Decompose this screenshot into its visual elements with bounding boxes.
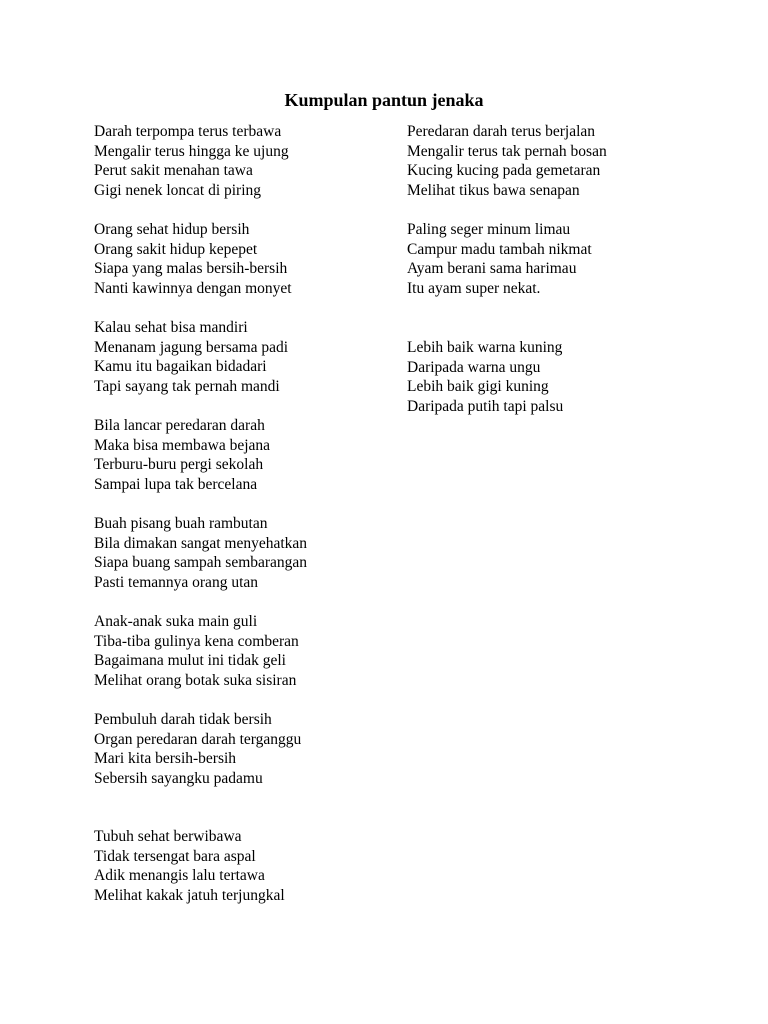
- pantun-line: Pasti temannya orang utan: [94, 573, 258, 591]
- pantun-line: Mengalir terus tak pernah bosan: [407, 142, 607, 160]
- pantun-line: Sampai lupa tak bercelana: [94, 475, 258, 493]
- pantun-stanza-8: [94, 827, 285, 905]
- pantun-line: Mengalir terus hingga ke ujung: [94, 142, 289, 160]
- pantun-line: Campur madu tambah nikmat: [407, 240, 592, 258]
- pantun-line: Orang sakit hidup kepepet: [94, 240, 258, 258]
- pantun-line: Nanti kawinnya dengan monyet: [94, 279, 292, 297]
- pantun-stanza-6: [94, 612, 299, 690]
- pantun-line: Bagaimana mulut ini tidak geli: [94, 652, 286, 670]
- pantun-stanza-1: [94, 122, 289, 200]
- pantun-line: Paling seger minum limau: [407, 221, 571, 238]
- pantun-line: Daripada putih tapi palsu: [407, 397, 564, 415]
- pantun-stanza-4: [94, 416, 270, 494]
- pantun-line: Itu ayam super nekat.: [407, 279, 541, 297]
- pantun-line: Kalau sehat bisa mandiri: [94, 319, 248, 336]
- pantun-line: Melihat orang botak suka sisiran: [94, 671, 297, 689]
- pantun-stanza-3: [94, 318, 288, 396]
- pantun-stanza-7: [94, 710, 301, 788]
- pantun-stanza-right-3: [407, 338, 563, 416]
- pantun-stanza-2: [94, 220, 292, 298]
- pantun-line: Pembuluh darah tidak bersih: [94, 711, 272, 728]
- pantun-line: Ayam berani sama harimau: [407, 260, 577, 278]
- pantun-line: Siapa yang malas bersih-bersih: [94, 260, 288, 278]
- pantun-line: Gigi nenek loncat di piring: [94, 181, 262, 199]
- pantun-line: Siapa buang sampah sembarangan: [94, 554, 308, 572]
- pantun-line: Orang sehat hidup bersih: [94, 221, 250, 238]
- pantun-line: Mari kita bersih-bersih: [94, 750, 237, 768]
- pantun-line: Anak-anak suka main guli: [94, 613, 258, 630]
- pantun-line: Bila lancar peredaran darah: [94, 417, 265, 434]
- pantun-line: Kamu itu bagaikan bidadari: [94, 358, 267, 376]
- pantun-stanza-right-1: [407, 122, 607, 200]
- pantun-line: Sebersih sayangku padamu: [94, 769, 263, 787]
- pantun-line: Melihat tikus bawa senapan: [407, 181, 580, 199]
- pantun-line: Maka bisa membawa bejana: [94, 436, 271, 454]
- pantun-line: Daripada warna ungu: [407, 358, 541, 376]
- pantun-line: Tiba-tiba gulinya kena comberan: [94, 632, 299, 650]
- pantun-line: Perut sakit menahan tawa: [94, 162, 253, 180]
- pantun-stanza-right-2: [407, 220, 592, 298]
- pantun-line: Peredaran darah terus berjalan: [407, 123, 596, 140]
- pantun-line: Lebih baik warna kuning: [407, 339, 563, 356]
- pantun-line: Menanam jagung bersama padi: [94, 338, 289, 356]
- pantun-line: Organ peredaran darah terganggu: [94, 730, 302, 748]
- pantun-stanza-5: [94, 514, 307, 592]
- pantun-line: Terburu-buru pergi sekolah: [94, 456, 264, 474]
- pantun-line: Bila dimakan sangat menyehatkan: [94, 534, 308, 552]
- pantun-line: Lebih baik gigi kuning: [407, 378, 549, 396]
- pantun-line: Adik menangis lalu tertawa: [94, 867, 265, 885]
- pantun-line: Tapi sayang tak pernah mandi: [94, 377, 280, 395]
- pantun-line: Tubuh sehat berwibawa: [94, 828, 242, 845]
- document-title: Kumpulan pantun jenaka: [284, 90, 484, 110]
- pantun-line: Darah terpompa terus terbawa: [94, 123, 282, 140]
- pantun-line: Melihat kakak jatuh terjungkal: [94, 886, 285, 904]
- pantun-line: Tidak tersengat bara aspal: [94, 847, 256, 865]
- pantun-line: Kucing kucing pada gemetaran: [407, 162, 601, 180]
- pantun-line: Buah pisang buah rambutan: [94, 515, 268, 532]
